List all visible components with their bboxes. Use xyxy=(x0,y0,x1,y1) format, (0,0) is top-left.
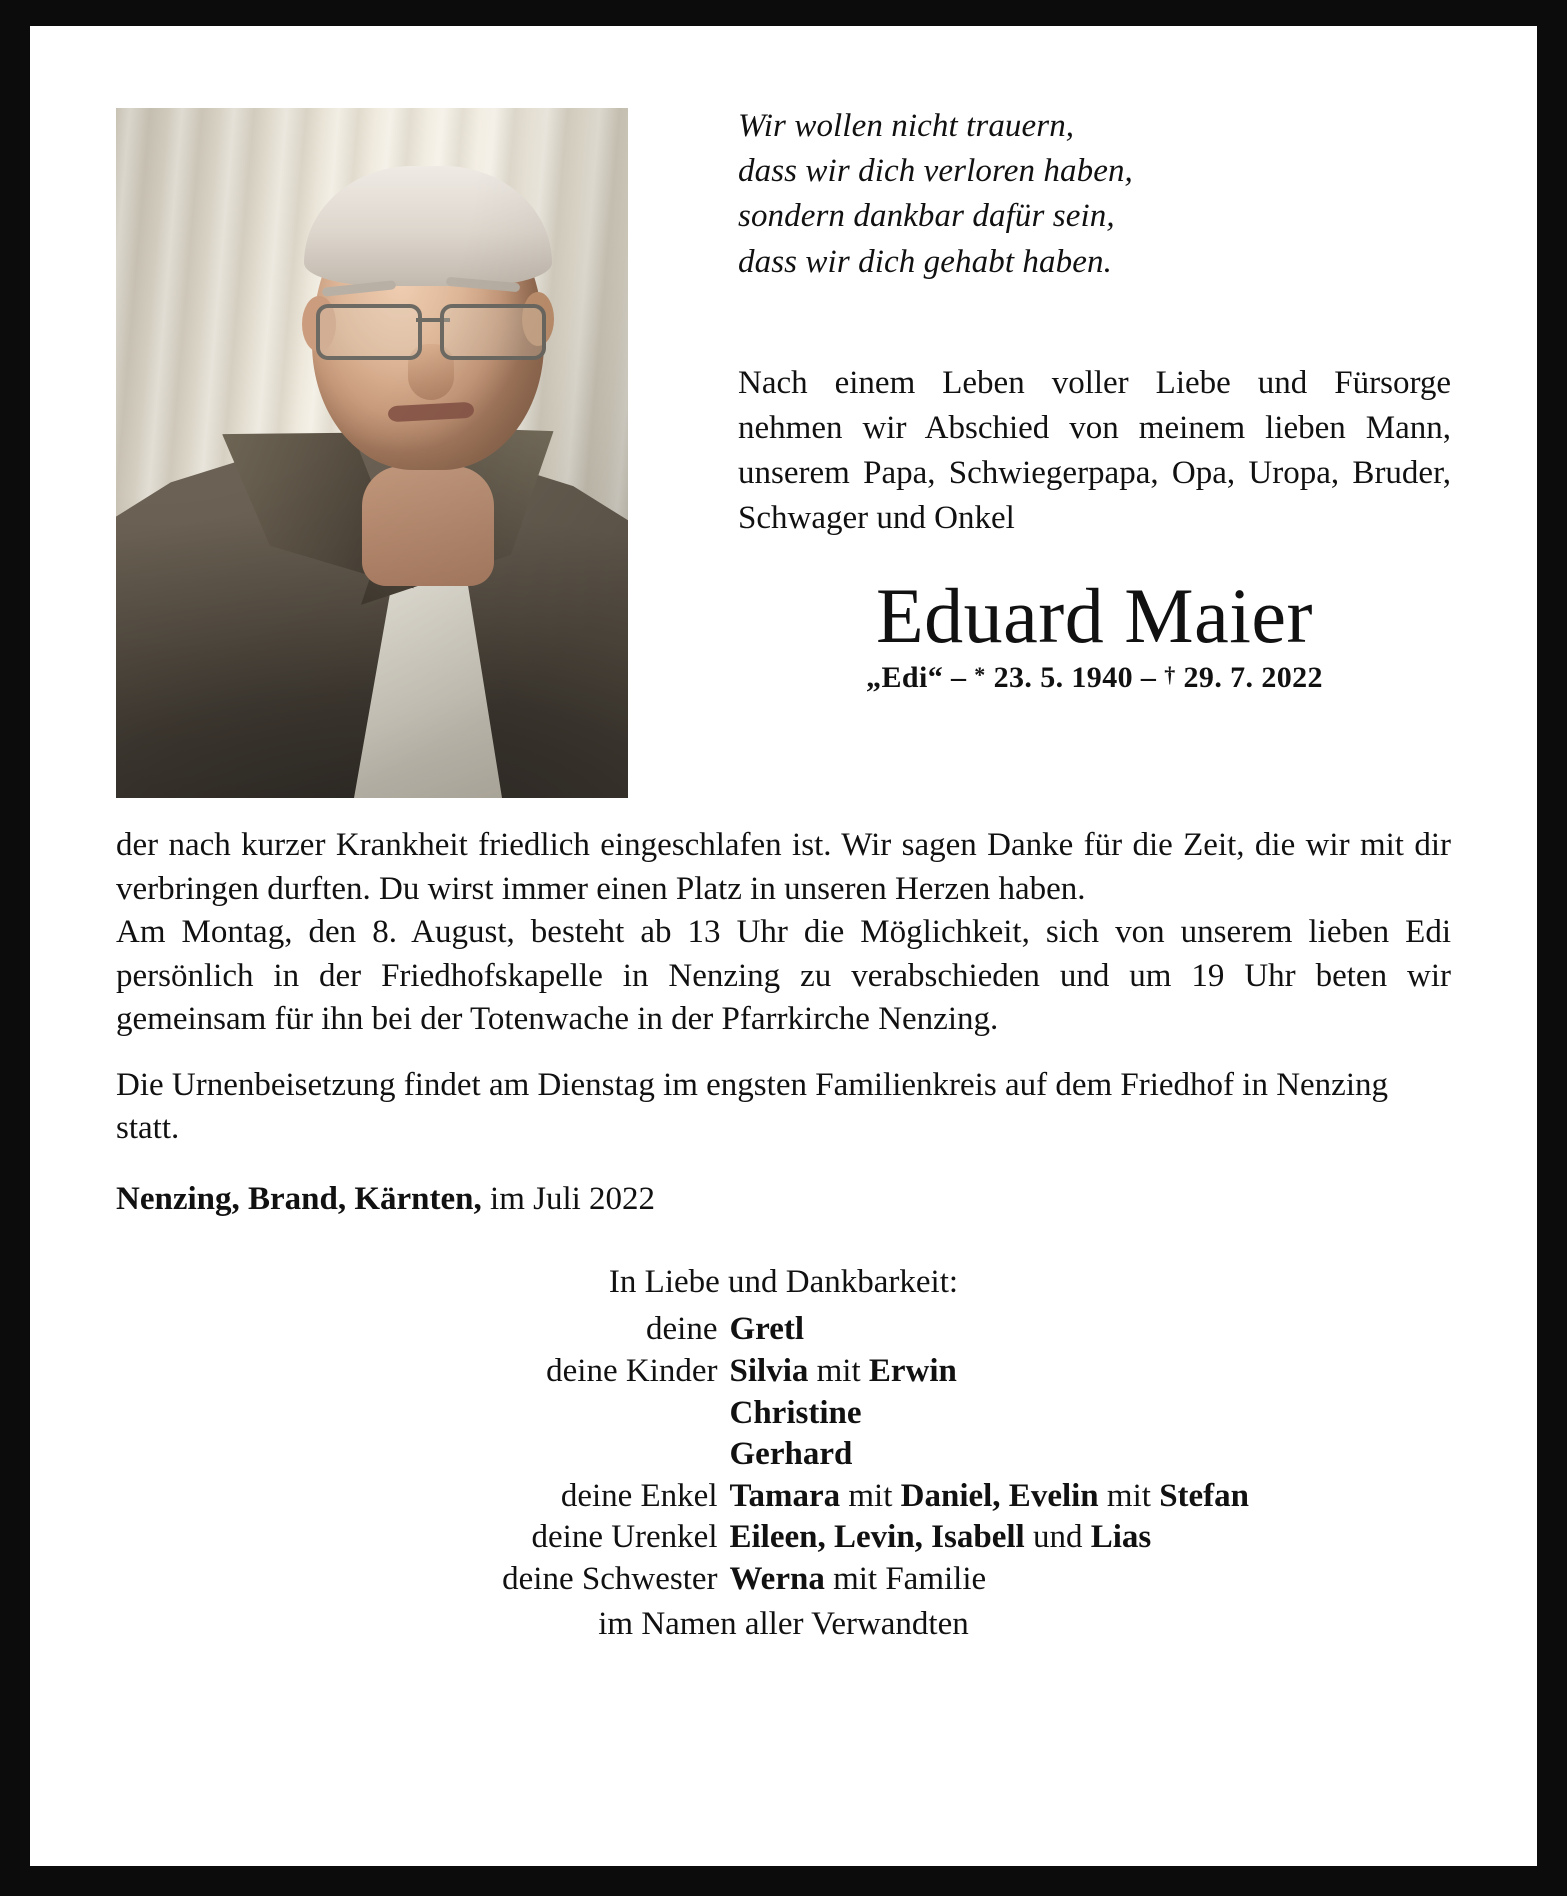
family-block xyxy=(116,1262,1451,1646)
family-row xyxy=(116,1476,1451,1518)
death-symbol: † xyxy=(1164,662,1176,688)
family-names xyxy=(730,1309,1350,1351)
family-row xyxy=(116,1351,1451,1393)
family-rows xyxy=(116,1309,1451,1600)
paragraph-2: Am Montag, den 8. August, besteht ab 13 Uhr die Möglichkeit, sich von unserem lieben Edi persönlich in der Friedhofskapelle in Nenzing zu verabschieden und um 19 Uhr beten wir gemeinsam für ihn bei der Totenwache in der Pfarrkirche Nenzing. xyxy=(116,914,1451,1038)
family-name-bold: Stefan xyxy=(1159,1477,1250,1514)
verse-line-1: Wir wollen nicht trauern, xyxy=(738,108,1075,144)
family-name-bold: Werna xyxy=(729,1560,825,1597)
family-row xyxy=(116,1309,1451,1351)
family-name-bold: Lias xyxy=(1090,1519,1152,1556)
intro-text: Nach einem Leben voller Liebe und Fürsorge nehmen wir Abschied von meinem lieben Mann, unserem Papa, Schwiegerpapa, Opa, Uropa, Bruder, Schwager und Onkel xyxy=(738,364,1451,537)
obituary-card xyxy=(30,26,1537,1866)
verse-line-4: dass wir dich gehabt haben. xyxy=(738,243,1112,280)
portrait-container xyxy=(116,94,628,798)
family-names: Eileen, Levin, Isabell und Lias xyxy=(729,1519,1152,1556)
verse-line-2: dass wir dich verloren haben, xyxy=(738,153,1133,190)
closing-line: im Namen aller Verwandten xyxy=(598,1606,969,1643)
family-relation: deine Enkel xyxy=(560,1477,718,1514)
family-name-bold: Tamara xyxy=(729,1477,841,1514)
birth-symbol: * xyxy=(974,662,986,688)
family-row xyxy=(116,1517,1451,1559)
place-names: Nenzing, Brand, Kärnten, xyxy=(116,1180,482,1217)
family-names: Werna mit Familie xyxy=(729,1560,987,1597)
family-name-bold: Christine xyxy=(729,1394,862,1431)
portrait-photo xyxy=(116,108,628,798)
family-heading: In Liebe und Dankbarkeit: xyxy=(608,1263,959,1300)
family-row xyxy=(116,1434,1451,1476)
family-names xyxy=(730,1393,1350,1435)
family-row xyxy=(116,1559,1451,1601)
family-name-bold: Erwin xyxy=(868,1352,957,1389)
family-name-bold: Daniel, Evelin xyxy=(900,1477,1099,1514)
paragraph-3: Die Urnenbeisetzung findet am Dienstag im engsten Familienkreis auf dem Friedhof in Nenzing statt. xyxy=(116,1066,1388,1147)
life-dates: „Edi“ – * 23. 5. 1940 – † 29. 7. 2022 xyxy=(866,661,1323,695)
paragraph-1: der nach kurzer Krankheit friedlich eingeschlafen ist. Wir sagen Danke für die Zeit, die wir mit dir verbringen durften. Du wirst immer einen Platz in unseren Herzen haben. xyxy=(116,827,1451,907)
family-name-bold: Eileen, Levin, Isabell xyxy=(729,1519,1025,1556)
intro-column xyxy=(628,94,1451,695)
family-relation xyxy=(218,1434,730,1476)
place-and-date xyxy=(116,1181,1451,1218)
family-relation: deine Urenkel xyxy=(531,1519,718,1556)
body-text xyxy=(116,824,1451,1151)
photo-vignette xyxy=(116,108,628,798)
family-row xyxy=(116,1393,1451,1435)
verse-block xyxy=(738,104,1451,285)
family-relation: deine xyxy=(646,1311,718,1348)
nickname: „Edi“ xyxy=(866,661,944,695)
family-names xyxy=(730,1434,1350,1476)
family-relation: deine Kinder xyxy=(546,1352,718,1389)
family-name-bold: Silvia xyxy=(729,1352,809,1389)
family-name-bold: Gerhard xyxy=(729,1436,853,1473)
family-name-bold: Gretl xyxy=(729,1311,805,1348)
death-date: 29. 7. 2022 xyxy=(1183,661,1323,695)
family-relation: deine Schwester xyxy=(502,1560,718,1597)
family-names: Silvia mit Erwin xyxy=(729,1352,957,1389)
deceased-name: Eduard Maier xyxy=(876,571,1313,659)
family-names: Tamara mit Daniel, Evelin mit Stefan xyxy=(729,1477,1250,1514)
birth-date: 23. 5. 1940 xyxy=(993,661,1134,695)
place-month: im Juli 2022 xyxy=(481,1180,656,1217)
top-section xyxy=(116,94,1451,798)
verse-line-3: sondern dankbar dafür sein, xyxy=(738,198,1115,235)
family-relation xyxy=(218,1393,730,1435)
